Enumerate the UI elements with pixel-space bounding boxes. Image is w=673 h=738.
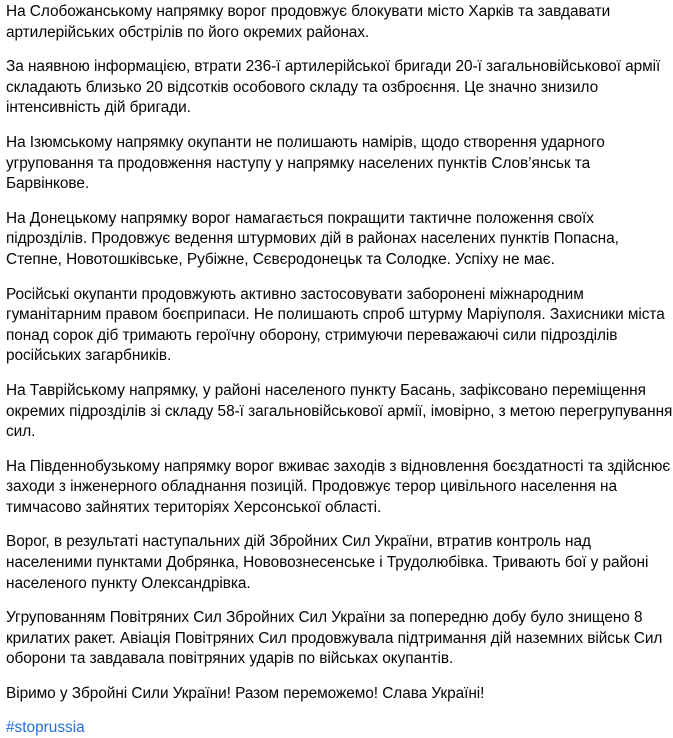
post-paragraph: На Південнобузькому напрямку ворог вживає заходів з відновлення боєздатності та здійснює заходи з інженерного обладнання позицій. Продовжує терор цивільного населення на тимчасово зайнятих територіях Херсонської області. bbox=[6, 457, 671, 516]
post-paragraph: Російські окупанти продовжують активно застосовувати заборонені міжнародним гуманітарним правом боєприпаси. Не полишають спроб штурму Маріуполя. Захисники міста понад сорок діб тримають героїчну оборону, стримуючи переважаючі сили підрозділів російських загарбників. bbox=[6, 285, 665, 365]
post-paragraph: За наявною інформацією, втрати 236-ї артилерійської бригади 20-ї загальновійськової армії складають близько 20 відсотків особового складу та озброєння. Це значно знизило інтенсивність дій бригади. bbox=[6, 58, 661, 117]
hashtag-link[interactable]: #stoprussia bbox=[6, 718, 85, 736]
post-paragraph: Угрупованням Повітряних Сил Збройних Сил України за попередню добу було знищено 8 крилатих ракет. Авіація Повітряних Сил продовжувала підтримання дій наземних військ Сил оборони та завдавала повітряних ударів по військах окупантів. bbox=[6, 609, 663, 668]
post-paragraph: Віримо у Збройні Сили України! Разом переможемо! Слава Україні! bbox=[6, 685, 485, 703]
post-paragraph: Ворог, в результаті наступальних дій Збройних Сил України, втратив контроль над населеними пунктами Добрянка, Нововознесенське і Трудолюбівка. Тривають бої у районі населеного пункту Олександрівка. bbox=[6, 533, 649, 592]
post-paragraph: На Ізюмському напрямку окупанти не полишають намірів, щодо створення ударного угруповання та продовження наступу у напрямку населених пунктів Слов’янськ та Барвінкове. bbox=[6, 133, 605, 193]
post-paragraph: На Донецькому напрямку ворог намагається покращити тактичне положення своїх підрозділів. Продовжує ведення штурмових дій в районах населених пунктів Попасна, Степне, Новотошківське, Рубіжне, Сєвєродонецьк та Солодке. Успіху не має. bbox=[6, 209, 619, 268]
post-paragraph: На Таврійському напрямку, у районі населеного пункту Басань, зафіксовано переміщення окремих підрозділів зі складу 58-ї загальновійськової армії, імовірно, з метою перегрупування сил. bbox=[6, 381, 673, 441]
post-paragraph: На Слобожанському напрямку ворог продовжує блокувати місто Харків та завдавати артилерійських обстрілів по його окремих районах. bbox=[6, 3, 611, 41]
